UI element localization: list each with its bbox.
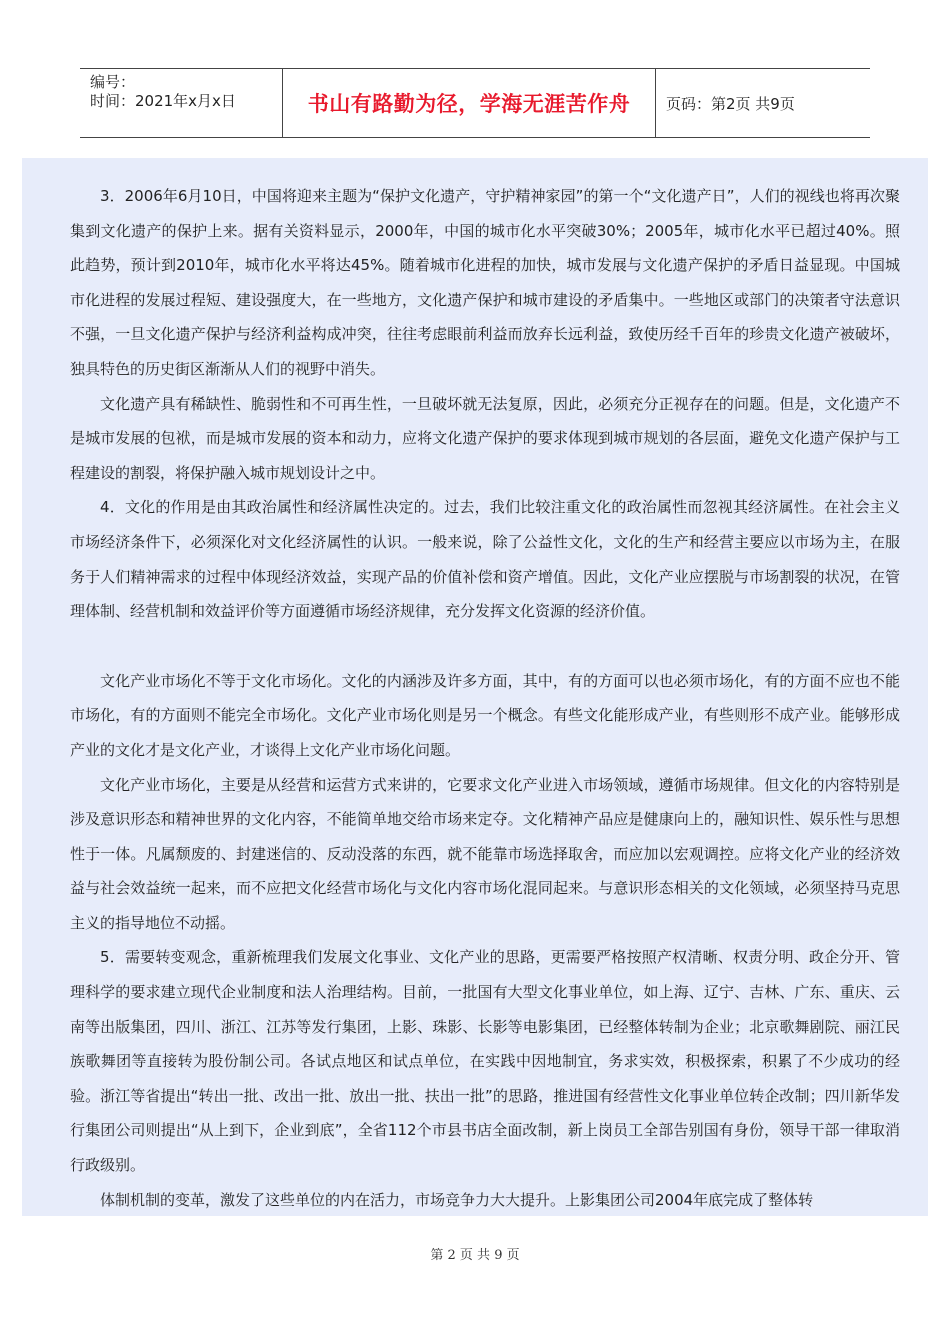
paragraph: 文化产业市场化，主要是从经营和运营方式来讲的，它要求文化产业进入市场领域，遵循市场规律。但文化的内容特别是涉及意识形态和精神世界的文化内容，不能简单地交给市场来定夺。文化精神产品应是健康向上的，融知识性、娱乐性与思想性于一体。凡属颓废的、封建迷信的、反动没落的东西，就不能靠市场选择取舍，而应加以宏观调控。应将文化产业的经济效益与社会效益统一起来，而不应把文化经营市场化与文化内容市场化混同起来。与意识形态相关的文化领域，必须坚持马克思主义的指导地位不动摇。 [70, 775, 900, 932]
time-label: 时间：2021年x月x日 [90, 92, 236, 110]
paragraph: 文化遗产具有稀缺性、脆弱性和不可再生性，一旦破坏就无法复原，因此，必须充分正视存在的问题。但是，文化遗产不是城市发展的包袱，而是城市发展的资本和动力，应将文化遗产保护的要求体现到城市规划的各层面，避免文化遗产保护与工程建设的割裂，将保护融入城市规划设计之中。 [70, 394, 900, 482]
paragraph: 3．2006年6月10日，中国将迎来主题为“保护文化遗产，守护精神家园”的第一个“文化遗产日”，人们的视线也将再次聚集到文化遗产的保护上来。据有关资料显示，2000年，中国的城市化水平突破30%；2005年，城市化水平已超过40%。照此趋势，预计到2010年，城市化水平将达45%。随着城市化进程的加快，城市发展与文化遗产保护的矛盾日益显现。中国城市化进程的发展过程短、建设强度大，在一些地方，文化遗产保护和城市建设的矛盾集中。一些地区或部门的决策者守法意识不强，一旦文化遗产保护与经济利益构成冲突，往往考虑眼前利益而放弃长远利益，致使历经千百年的珍贵文化遗产被破坏，独具特色的历史街区渐渐从人们的视野中消失。 [70, 187, 900, 378]
document-body [22, 158, 928, 1216]
paragraph: 5．需要转变观念，重新梳理我们发展文化事业、文化产业的思路，更需要严格按照产权清晰、权责分明、政企分开、管理科学的要求建立现代企业制度和法人治理结构。目前，一批国有大型文化事业单位，如上海、辽宁、吉林、广东、重庆、云南等出版集团，四川、浙江、江苏等发行集团，上影、珠影、长影等电影集团，已经整体转制为企业；北京歌舞剧院、丽江民族歌舞团等直接转为股份制公司。各试点地区和试点单位，在实践中因地制宜，务求实效，积极探索，积累了不少成功的经验。浙江等省提出“转出一批、改出一批、放出一批、扶出一批”的思路，推进国有经营性文化事业单位转企改制；四川新华发行集团公司则提出“从上到下，企业到底”，全省112个市县书店全面改制，新上岗员工全部告别国有身份，领导干部一律取消行政级别。 [70, 948, 900, 1175]
header-meta [80, 69, 282, 137]
number-label: 编号： [90, 73, 136, 91]
paragraph: 体制机制的变革，激发了这些单位的内在活力，市场竞争力大大提升。上影集团公司2004年底完成了整体转 [100, 1190, 814, 1209]
page-label: 页码：第2页 共9页 [666, 94, 795, 113]
paragraph: 4．文化的作用是由其政治属性和经济属性决定的。过去，我们比较注重文化的政治属性而忽视其经济属性。在社会主义市场经济条件下，必须深化对文化经济属性的认识。一般来说，除了公益性文化，文化的生产和经营主要应以市场为主，在服务于人们精神需求的过程中体现经济效益，实现产品的价值补偿和资产增值。因此，文化产业应摆脱与市场割裂的状况，在管理体制、经营机制和效益评价等方面遵循市场经济规律，充分发挥文化资源的经济价值。 [70, 498, 900, 621]
page-footer: 第 2 页 共 9 页 [430, 1248, 520, 1263]
motto: 书山有路勤为径，学海无涯苦作舟 [282, 69, 656, 137]
paragraph: 文化产业市场化不等于文化市场化。文化的内涵涉及许多方面，其中，有的方面可以也必须市场化，有的方面不应也不能市场化，有的方面则不能完全市场化。文化产业市场化则是另一个概念。有些文化能形成产业，有些则形不成产业。能够形成产业的文化才是文化产业，才谈得上文化产业市场化问题。 [70, 671, 900, 759]
paragraph-gap [70, 629, 900, 664]
document-header [80, 68, 870, 138]
